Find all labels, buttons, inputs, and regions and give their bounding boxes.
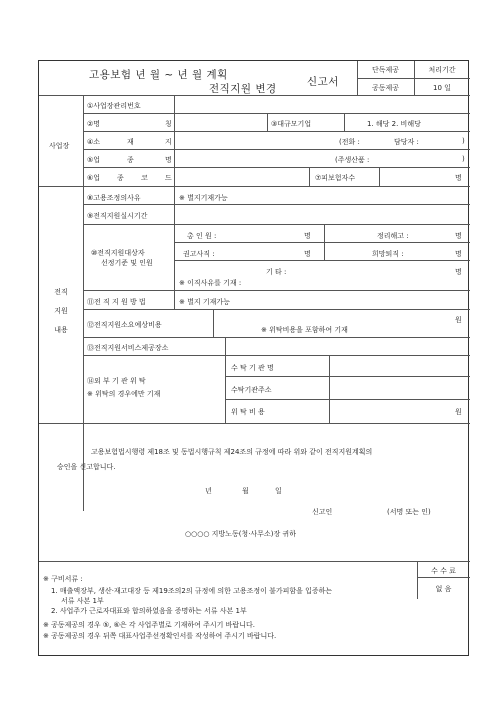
processing-period-value: 10 일 xyxy=(433,84,451,92)
form-title-line1: 고용보험 년 월 ~ 년 월 계획 xyxy=(89,69,228,81)
voluntary-count-label: 희망퇴직 : xyxy=(372,250,404,258)
joint-provision-value: 공동제공 xyxy=(371,84,400,92)
application-form: 고용보험 년 월 ~ 년 월 계획 전직지원 변경 신고서 단독제공 처리기간 공동제공 10 일 사업장 ①사업장관리번호 ②명 칭 ③대규모기업 1. 해당 2. 비해당 ④소 재 지 (전화 : 담당자 : ) ⑤업 종 명 (주생산품 : ) ⑥업 종 코 드 ⑦피보험자수 명 전직 지원 내용 ⑧고용조정의사유 ※ 별지기재가능 ⑨전직지원실시기간 ⑩전직지원대상자 선정기준 및 인원 총 인 원 : 명 정리해고 : 명 권고사직 : 명 희망퇴직 : 명 기 타 : 명 ※ 이직사유를 기재 : ⑪전 직 지 원 방 법 ※ 별지 기재가능 ⑫전직지원소요예상비용 원 ※ 위탁비용을 포함하여 기재 ⑬전직지원서비스제공장소 ⑭외 부 기 관 위 탁 ※ 위탁의 경우에만 기재 수 탁 기 관 명 수탁기관주소 위 탁 비 용 원 고용보험법시행령 제18조 및 동법시행규칙 제24조의 규정에 따라 위와 같이 전직지원계획의 승인을 신고합니다. 년 월 일 신고인 (서명 또는 인) ○○○○ 지방노동(청·사무소)장 귀하 ※ 구비서류 : 1. 매출액장부, 생산·재고대장 등 제19조의2의 규정에 의한 고용조정이 불가피함을 입증하는 서류 사본 1부 2. 사업주가 근로자대표와 합의하였음을 증명하는 서류 사본 1부 수 수 료 없 음 ※ 공동제공의 경우 ⑤, ⑥은 각 사업주별로 기재하여 주시기 바랍니다. ※ 공동제공의 경우 뒤쪽 대표사업주선정확인서를 작성하여 주시기 바랍니다. xyxy=(38,60,469,656)
business-section-label: 사업장 xyxy=(49,142,70,150)
method-label: ⑪전 직 지 원 방 법 xyxy=(87,298,146,306)
required-docs-title: ※ 구비서류 : xyxy=(43,575,83,583)
insured-count-label: ⑦피보험자수 xyxy=(315,174,356,182)
agency-name-label: 수 탁 기 관 명 xyxy=(231,364,274,372)
service-place-label: ⑬전직지원서비스제공장소 xyxy=(87,344,169,352)
business-contact-label: 담당자 : xyxy=(394,138,419,146)
cost-unit: 원 xyxy=(455,316,462,324)
advised-count-label: 권고사직 : xyxy=(183,250,215,258)
business-mgmt-no-field[interactable] xyxy=(179,97,464,111)
addressee-label: ○○○○ 지방노동(청·사무소)장 귀하 xyxy=(185,530,296,538)
method-note: ※ 별지 기재가능 xyxy=(179,298,230,306)
outsource-note: ※ 위탁의 경우에만 기재 xyxy=(87,390,161,398)
agency-address-label: 수탁기관주소 xyxy=(231,386,272,394)
processing-period-header: 처리기간 xyxy=(428,66,456,74)
date-month-label: 월 xyxy=(242,487,249,495)
required-doc-1: 1. 매출액장부, 생산·재고대장 등 제19조의2의 규정에 의한 고용조정이 불가피함을 입증하는 xyxy=(51,587,333,595)
insured-count-unit: 명 xyxy=(455,174,462,182)
business-name-label: ②명 xyxy=(87,120,101,128)
period-label: ⑨전직지원실시기간 xyxy=(87,212,148,220)
note-joint-1: ※ 공동제공의 경우 ⑤, ⑥은 각 사업주별로 기재하여 주시기 바랍니다. xyxy=(43,621,255,629)
support-section-label: 전직 지원 내용 xyxy=(54,288,68,334)
reason-note: ※ 별지기재가능 xyxy=(179,194,228,202)
date-year-label: 년 xyxy=(205,487,212,495)
reason-label: ⑧고용조정의사유 xyxy=(87,194,141,202)
business-type-label: ⑤업 xyxy=(87,156,101,164)
cost-note: ※ 위탁비용을 포함하여 기재 xyxy=(261,326,348,334)
form-type-label: 신고서 xyxy=(307,76,339,88)
fee-value: 없 음 xyxy=(435,585,452,593)
cost-label: ⑫전직지원소요예상비용 xyxy=(87,321,162,329)
signature-label[interactable]: (서명 또는 인) xyxy=(387,508,431,516)
large-enterprise-label: ③대규모기업 xyxy=(271,120,312,128)
large-enterprise-options[interactable]: 1. 해당 2. 비해당 xyxy=(367,120,421,128)
dismissal-count-label: 정리해고 : xyxy=(377,232,409,240)
declaration-text-line2: 승인을 신고합니다. xyxy=(57,463,116,471)
fee-label: 수 수 료 xyxy=(431,567,456,575)
note-joint-2: ※ 공동제공의 경우 뒤쪽 대표사업주선정확인서를 작성하여 주시기 바랍니다. xyxy=(43,632,277,640)
form-title-line2: 전직지원 변경 xyxy=(209,83,277,95)
single-provision-header: 단독제공 xyxy=(371,66,400,74)
other-reason-label: ※ 이직사유를 기재 : xyxy=(179,279,242,287)
outsource-label: ⑭외 부 기 관 위 탁 xyxy=(87,377,146,385)
main-product-label: (주생산품 : xyxy=(335,156,370,164)
declaration-text-line1: 고용보험법시행령 제18조 및 동법시행규칙 제24조의 규정에 따라 위와 같이 전직지원계획의 xyxy=(91,448,373,456)
other-count-label: 기 타 : xyxy=(266,268,287,276)
target-label: ⑩전직지원대상자 선정기준 및 인원 xyxy=(91,249,153,267)
business-code-label: ⑥업 xyxy=(87,174,101,182)
required-doc-2: 2. 사업주가 근로자대표와 합의하였음을 증명하는 서류 사본 1부 xyxy=(51,607,247,615)
applicant-label: 신고인 xyxy=(312,508,333,516)
agency-cost-label: 위 탁 비 용 xyxy=(231,408,265,416)
date-day-label: 일 xyxy=(275,487,282,495)
business-address-label: ④소 xyxy=(87,138,101,146)
agency-cost-unit: 원 xyxy=(455,408,462,416)
total-count-label: 총 인 원 : xyxy=(187,232,217,240)
business-mgmt-no-label: ①사업장관리번호 xyxy=(87,102,141,110)
business-phone-label: (전화 : xyxy=(339,138,360,146)
